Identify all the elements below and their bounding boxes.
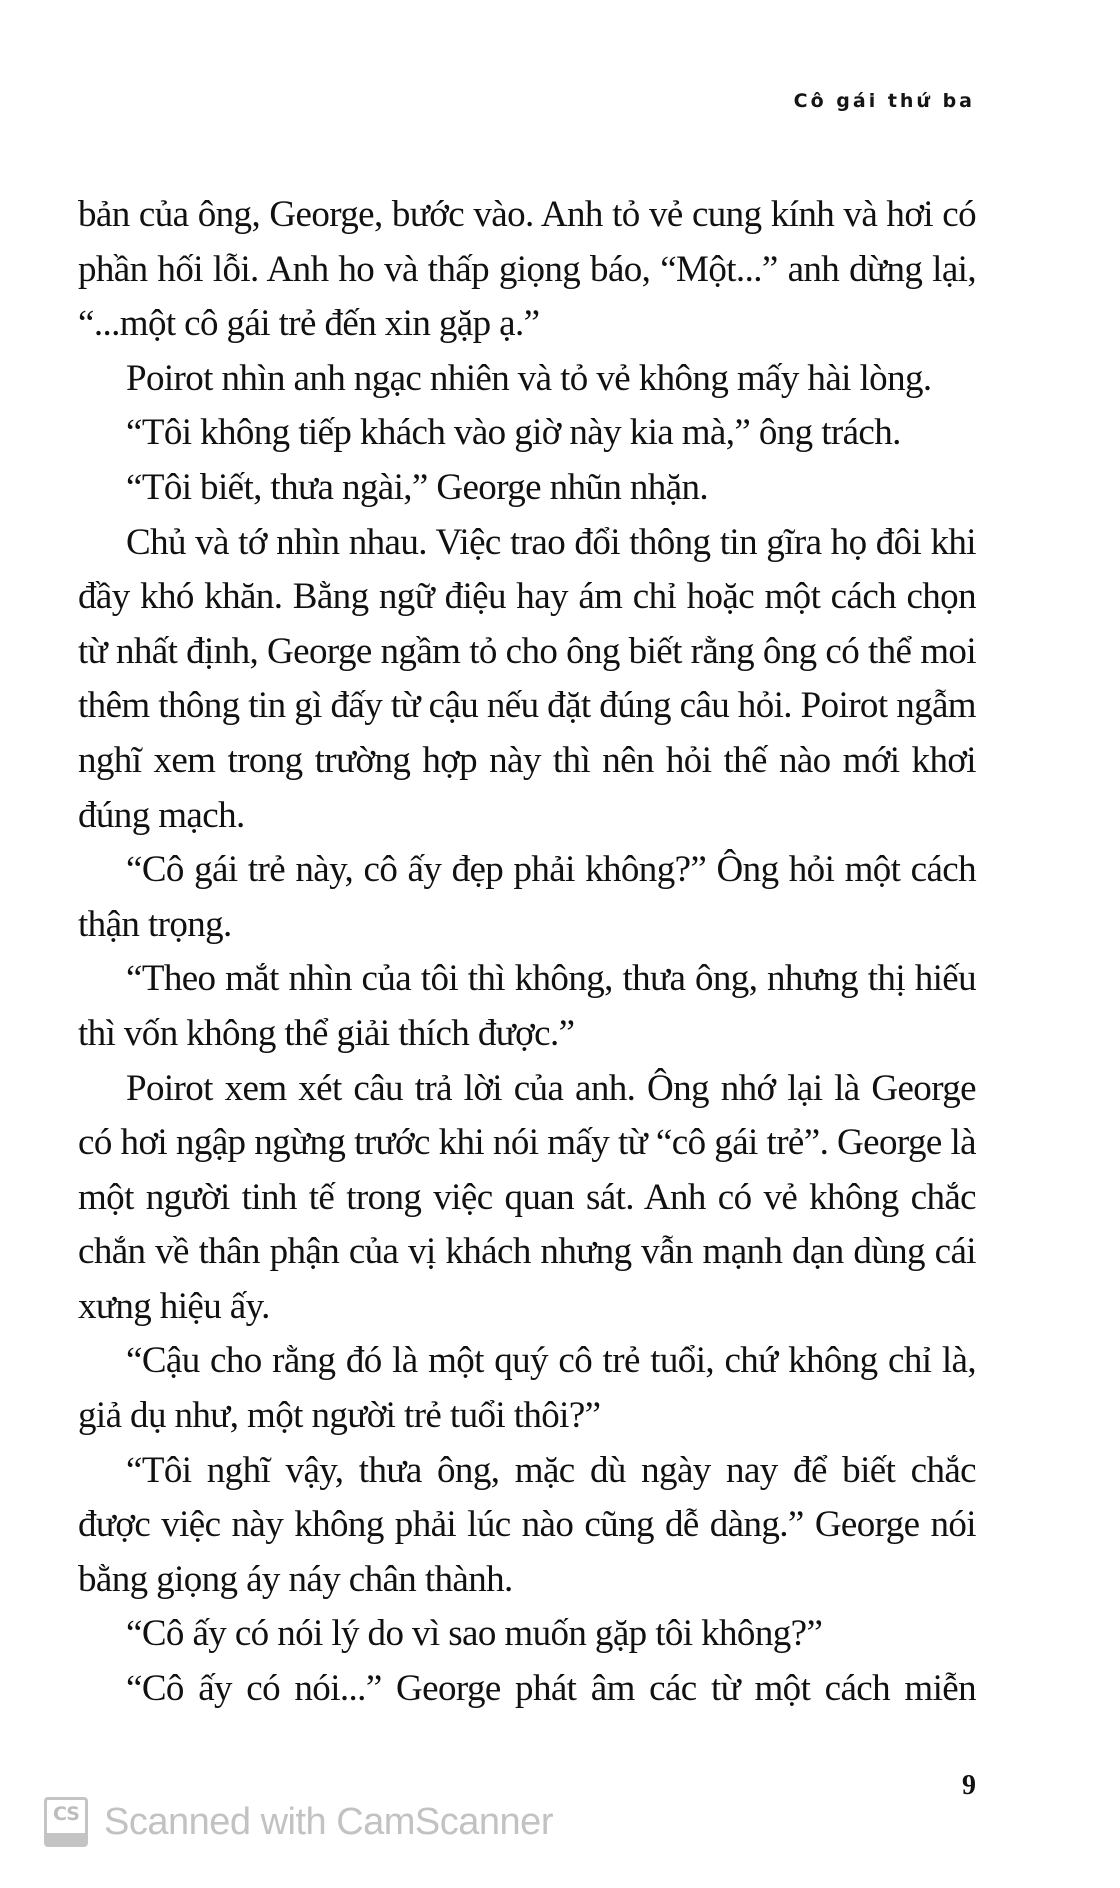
page-body xyxy=(78,188,976,1717)
paragraph-12: “Cô ấy có nói...” George phát âm các từ một cách miễn xyxy=(126,1668,976,1710)
watermark-text: Scanned with CamScanner xyxy=(104,1800,553,1843)
paragraph-1: bản của ông, George, bước vào. Anh tỏ vẻ cung kính và hơi có phần hối lỗi. Anh ho và thấp giọng báo, “Một...” anh dừng lại, “...một cô gái trẻ đến xin gặp ạ.” xyxy=(78,194,976,345)
camscanner-logo-icon xyxy=(44,1797,88,1847)
paragraph-10: “Tôi nghĩ vậy, thưa ông, mặc dù ngày nay để biết chắc được việc này không phải lúc nào cũng dễ dàng.” George nói bằng giọng áy náy chân thành. xyxy=(78,1449,976,1600)
paragraph-11: “Cô ấy có nói lý do vì sao muốn gặp tôi không?” xyxy=(126,1613,823,1655)
paragraph-6: “Cô gái trẻ này, cô ấy đẹp phải không?” Ông hỏi một cách thận trọng. xyxy=(78,849,976,945)
paragraph-8: Poirot xem xét câu trả lời của anh. Ông nhớ lại là George có hơi ngập ngừng trước khi nói mấy từ “cô gái trẻ”. George là một người tinh tế trong việc quan sát. Anh có vẻ không chắc chắn về thân phận của vị khách nhưng vẫn mạnh dạn dùng cái xưng hiệu ấy. xyxy=(78,1067,976,1327)
paragraph-5: Chủ và tớ nhìn nhau. Việc trao đổi thông tin gĩra họ đôi khi đầy khó khăn. Bằng ngữ điệu hay ám chỉ hoặc một cách chọn từ nhất định, George ngầm tỏ cho ông biết rằng ông có thể moi thêm thông tin gì đấy từ cậu nếu đặt đúng câu hỏi. Poirot ngẫm nghĩ xem trong trường hợp này thì nên hỏi thế nào mới khơi đúng mạch. xyxy=(78,521,976,836)
paragraph-4: “Tôi biết, thưa ngài,” George nhũn nhặn. xyxy=(126,466,709,508)
paragraph-9: “Cậu cho rằng đó là một quý cô trẻ tuổi, chứ không chỉ là, giả dụ như, một người trẻ tuổi thôi?” xyxy=(78,1340,976,1437)
paragraph-2: Poirot nhìn anh ngạc nhiên và tỏ vẻ không mấy hài lòng. xyxy=(126,357,932,399)
paragraph-3: “Tôi không tiếp khách vào giờ này kia mà,” ông trách. xyxy=(126,412,901,454)
running-header-title: Cô gái thứ ba xyxy=(793,90,975,112)
camscanner-logo-text: CS xyxy=(53,1803,79,1825)
page-number: 9 xyxy=(962,1770,976,1801)
paragraph-7: “Theo mắt nhìn của tôi thì không, thưa ông, nhưng thị hiếu thì vốn không thể giải thích được.” xyxy=(78,958,976,1054)
camscanner-watermark xyxy=(44,1797,553,1847)
